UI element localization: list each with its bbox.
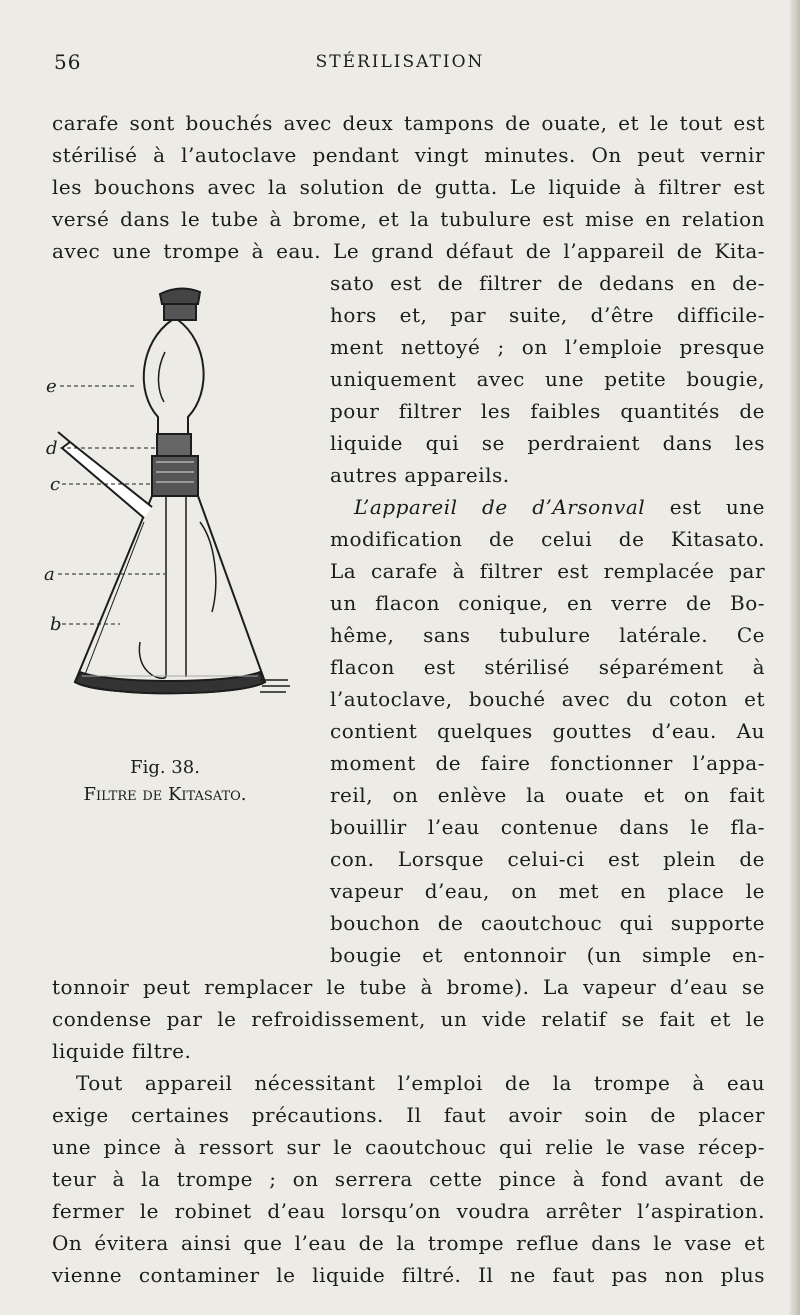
text-line: fermer le robinet d’eau lorsqu’on voudra arrêter l’aspiration. — [52, 1199, 765, 1223]
text-line: les bouchons avec la solution de gutta. Le liquide à filtrer est — [52, 175, 765, 199]
running-title: STÉRILISATION — [315, 52, 485, 72]
text-line: bougie et entonnoir (un simple en- — [330, 943, 765, 967]
text-line: teur à la trompe ; on serrera cette pince à fond avant de — [52, 1167, 765, 1191]
running-head — [0, 50, 800, 80]
text-line: autres appareils. — [330, 463, 510, 487]
text-line: stérilisé à l’autoclave pendant vingt minutes. On peut vernir — [52, 143, 765, 167]
text-line: tonnoir peut remplacer le tube à brome). La vapeur d’eau se — [52, 975, 765, 999]
text-line: versé dans le tube à brome, et la tubulure est mise en relation — [52, 207, 765, 231]
text-line: l’autoclave, bouché avec du coton et — [330, 687, 765, 711]
figure-label-d: d — [46, 438, 58, 459]
text-line: pour filtrer les faibles quantités de — [330, 399, 765, 423]
text-line: vienne contaminer le liquide filtré. Il ne faut pas non plus — [52, 1263, 765, 1287]
text-line: hême, sans tubulure latérale. Ce — [330, 623, 765, 647]
text-line: moment de faire fonctionner l’appa- — [330, 751, 765, 775]
text-line-with-italic — [330, 491, 765, 523]
text-line: liquide qui se perdraient dans les — [330, 431, 765, 455]
figure-label-b: b — [50, 614, 62, 635]
text-line: contient quelques gouttes d’eau. Au — [330, 719, 765, 743]
kitasato-filter-illustration — [40, 282, 295, 722]
text-line: reil, on enlève la ouate et on fait — [330, 783, 765, 807]
text-line: liquide filtre. — [52, 1039, 192, 1063]
italic-phrase: L’appareil de d’Arsonval — [354, 495, 646, 519]
text-line: ment nettoyé ; on l’emploie presque — [330, 335, 765, 359]
figure-label-c: c — [50, 474, 61, 495]
text-line: bouchon de caoutchouc qui supporte — [330, 911, 765, 935]
text-line: condense par le refroidissement, un vide relatif se fait et le — [52, 1007, 765, 1031]
text-line: hors et, par suite, d’être difficile- — [330, 303, 765, 327]
text-line: con. Lorsque celui-ci est plein de — [330, 847, 765, 871]
figure-caption-title: Filtre de Kitasato. — [83, 784, 247, 805]
text-line: exige certaines précautions. Il faut avoir soin de placer — [52, 1103, 765, 1127]
text-line: avec une trompe à eau. Le grand défaut de l’appareil de Kita- — [52, 239, 765, 263]
figure-caption-number: Fig. 38. — [130, 757, 200, 778]
text-line: On évitera ainsi que l’eau de la trompe reflue dans le vase et — [52, 1231, 765, 1255]
page-number: 56 — [54, 50, 82, 74]
text-line: une pince à ressort sur le caoutchouc qui relie le vase récep- — [52, 1135, 765, 1159]
text-line: carafe sont bouchés avec deux tampons de ouate, et le tout est — [52, 111, 765, 135]
text-fragment: est une — [669, 495, 766, 519]
text-line: modification de celui de Kitasato. — [330, 527, 765, 551]
text-line: vapeur d’eau, on met en place le — [330, 879, 765, 903]
text-line: flacon est stérilisé séparément à — [330, 655, 765, 679]
figure-label-e: e — [46, 376, 57, 397]
text-line: un flacon conique, en verre de Bo- — [330, 591, 765, 615]
text-line: Tout appareil nécessitant l’emploi de la trompe à eau — [76, 1071, 765, 1095]
text-line: La carafe à filtrer est remplacée par — [330, 559, 765, 583]
text-line: sato est de filtrer de dedans en de- — [330, 271, 765, 295]
text-line: uniquement avec une petite bougie, — [330, 367, 765, 391]
figure-label-a: a — [44, 564, 55, 585]
page-edge-shadow — [790, 0, 800, 1315]
text-line: bouillir l’eau contenue dans le fla- — [330, 815, 765, 839]
